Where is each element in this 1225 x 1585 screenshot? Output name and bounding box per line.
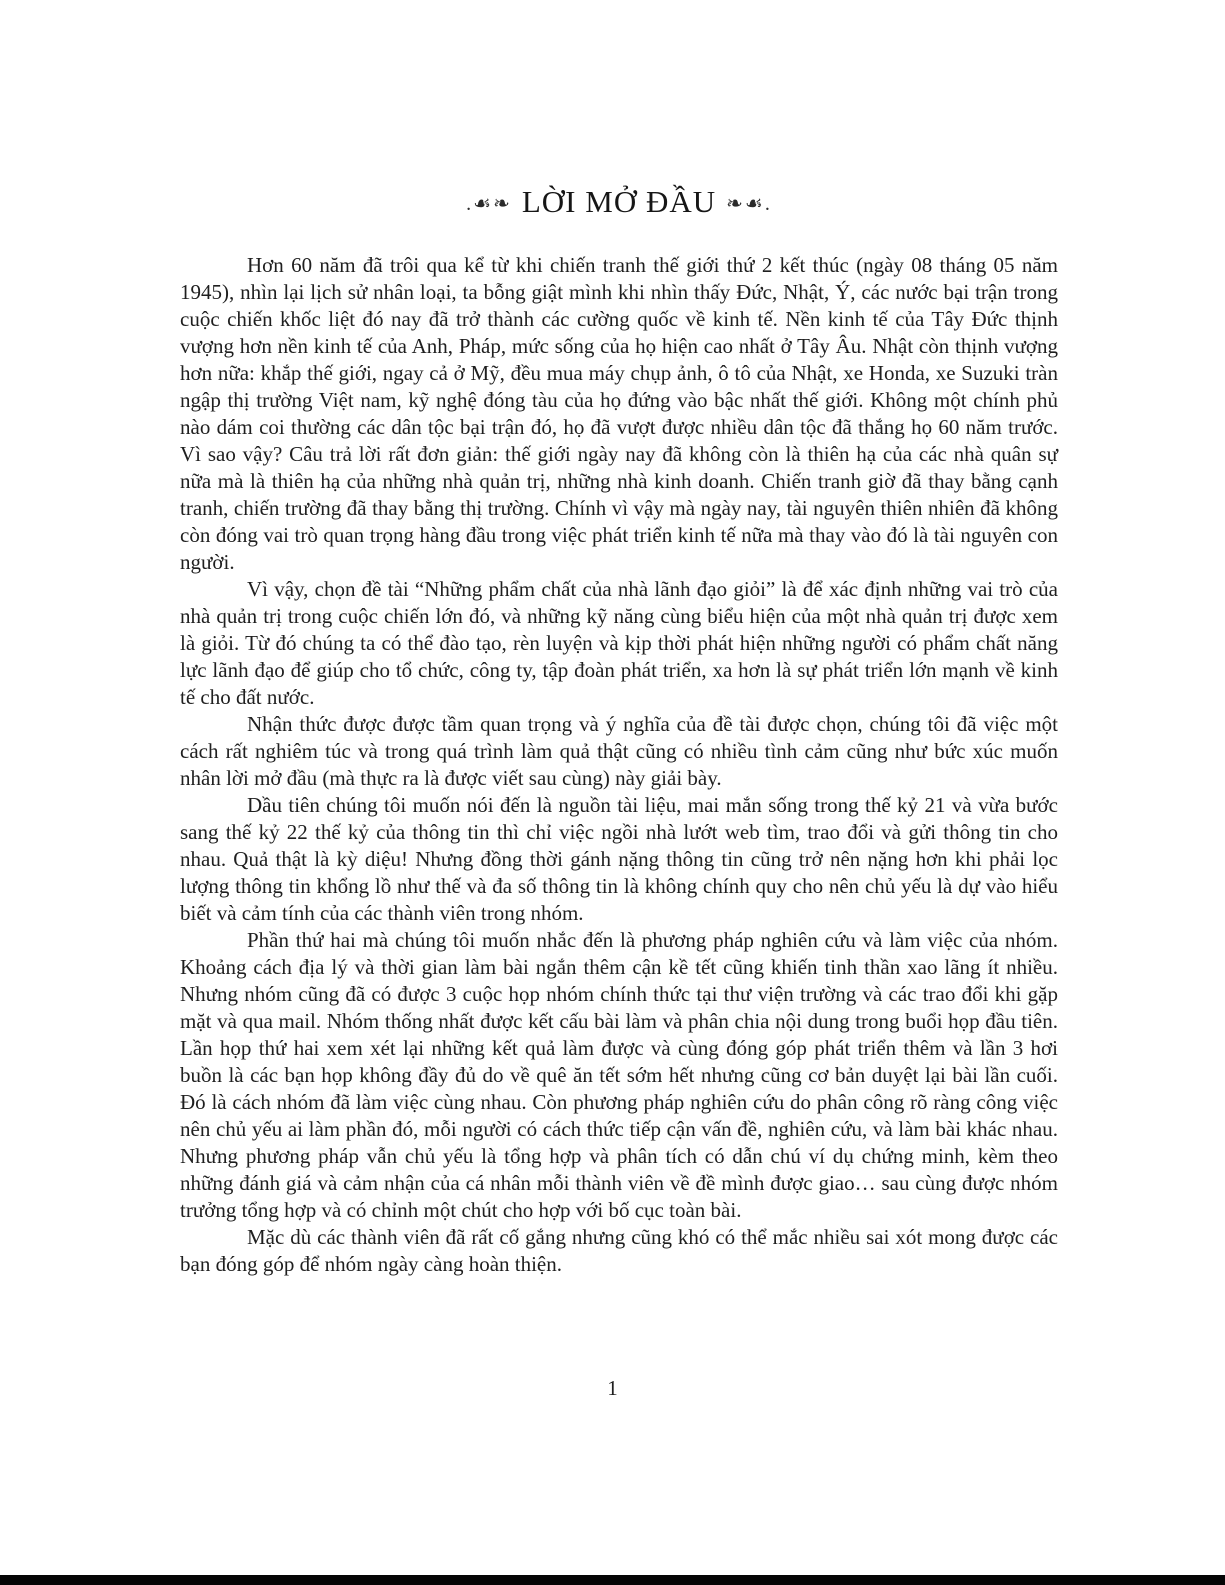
paragraph-6: Mặc dù các thành viên đã rất cố gắng nhưng cũng khó có thể mắc nhiều sai xót mong được các bạn đóng góp để nhóm ngày càng hoàn thiện. [180,1225,1058,1276]
paragraph-4: Dầu tiên chúng tôi muốn nói đến là nguồn tài liệu, mai mắn sống trong thế kỷ 21 và vừa bước sang thế kỷ 22 thế kỷ của thông tin thì chỉ việc ngồi nhà lướt web tìm, trao đổi và gửi thông tin cho nhau. Quả thật là kỳ diệu! Nhưng đồng thời gánh nặng thông tin cũng trở nên nặng hơn khi phải lọc lượng thông tin khổng lồ như thế và đa số thông tin là không chính quy cho nên chủ yếu là dự vào hiểu biết và cảm tính của các thành viên trong nhóm. [180,793,1058,925]
page-title: LỜI MỞ ĐẦU [521,184,717,219]
paragraph-5: Phần thứ hai mà chúng tôi muốn nhắc đến là phương pháp nghiên cứu và làm việc của nhóm. Khoảng cách địa lý và thời gian làm bài ngắn thêm cận kề tết cũng khiến tinh thần xao lãng ít nhiều. Nhưng nhóm cũng đã có được 3 cuộc họp nhóm chính thức tại thư viện trường và các trao đổi khi gặp mặt và qua mail. Nhóm thống nhất được kết cấu bài làm và phân chia nội dung trong buổi họp đầu tiên. Lần họp thứ hai xem xét lại những kết quả làm được và cùng đóng góp phát triển thêm và lần 3 hơi buồn là các bạn họp không đầy đủ do về quê ăn tết sớm hết nhưng cũng cơ bản duyệt lại bài lần cuối. Đó là cách nhóm đã làm việc cùng nhau. Còn phương pháp nghiên cứu do phân công rõ ràng công việc nên chủ yếu ai làm phần đó, mỗi người có cách thức tiếp cận vấn đề, nghiên cứu, và làm bài khác nhau. Nhưng phương pháp vẫn chủ yếu là tổng hợp và phân tích có dẫn chú ví dụ chứng minh, kèm theo những đánh giá và cảm nhận của cá nhân mỗi thành viên về đề mình được giao… sau cùng được nhóm trưởng tổng hợp và có chỉnh một chút cho hợp với bố cục toàn bài. [180,928,1058,1222]
page-number: 1 [607,1376,618,1400]
document-title-row [180,182,1058,228]
floral-ornament-left-icon: .☙❧ [466,193,512,215]
paragraph-3: Nhận thức được được tầm quan trọng và ý nghĩa của đề tài được chọn, chúng tôi đã việc một cách rất nghiêm túc và trong quá trình làm quả thật cũng có nhiều tình cảm cũng như bức xúc muốn nhân lời mở đầu (mà thực ra là được viết sau cùng) này giải bày. [180,712,1058,790]
floral-ornament-right-icon: ❧☙. [726,193,772,215]
document-body [180,252,1058,1278]
scan-edge-bar [0,1575,1225,1585]
text-column [180,0,1058,1278]
paragraph-1: Hơn 60 năm đã trôi qua kể từ khi chiến tranh thế giới thứ 2 kết thúc (ngày 08 tháng 05 năm 1945), nhìn lại lịch sử nhân loại, ta bỗng giật mình khi nhìn thấy Đức, Nhật, Ý, các nước bại trận trong cuộc chiến khốc liệt đó nay đã trở thành các cường quốc về kinh tế. Nền kinh tế của Tây Đức thịnh vượng hơn nền kinh tế của Anh, Pháp, mức sống của họ hiện cao nhất ở Tây Âu. Nhật còn thịnh vượng hơn nữa: khắp thế giới, ngay cả ở Mỹ, đều mua máy chụp ảnh, ô tô của Nhật, xe Honda, xe Suzuki tràn ngập thị trường Việt nam, kỹ nghệ đóng tàu của họ đứng vào bậc nhất thế giới. Không một chính phủ nào dám coi thường các dân tộc bại trận đó, họ đã vượt được nhiều dân tộc đã thắng họ 60 năm trước. Vì sao vậy? Câu trả lời rất đơn giản: thế giới ngày nay đã không còn là thiên hạ của các nhà quân sự nữa mà là thiên hạ của những nhà quản trị, những nhà kinh doanh. Chiến tranh giờ đã thay bằng cạnh tranh, chiến trường đã thay bằng thị trường. Chính vì vậy mà ngày nay, tài nguyên thiên nhiên đã không còn đóng vai trò quan trọng hàng đầu trong việc phát triển kinh tế nữa mà thay vào đó là tài nguyên con người. [180,253,1058,574]
paragraph-2: Vì vậy, chọn đề tài “Những phẩm chất của nhà lãnh đạo giỏi” là để xác định những vai trò của nhà quản trị trong cuộc chiến lớn đó, và những kỹ năng cùng biểu hiện của một nhà quản trị được xem là giỏi. Từ đó chúng ta có thể đào tạo, rèn luyện và kịp thời phát hiện những người có phẩm chất năng lực lãnh đạo để giúp cho tổ chức, công ty, tập đoàn phát triển, xa hơn là sự phát triển lớn mạnh về kinh tế cho đất nước. [180,577,1058,709]
